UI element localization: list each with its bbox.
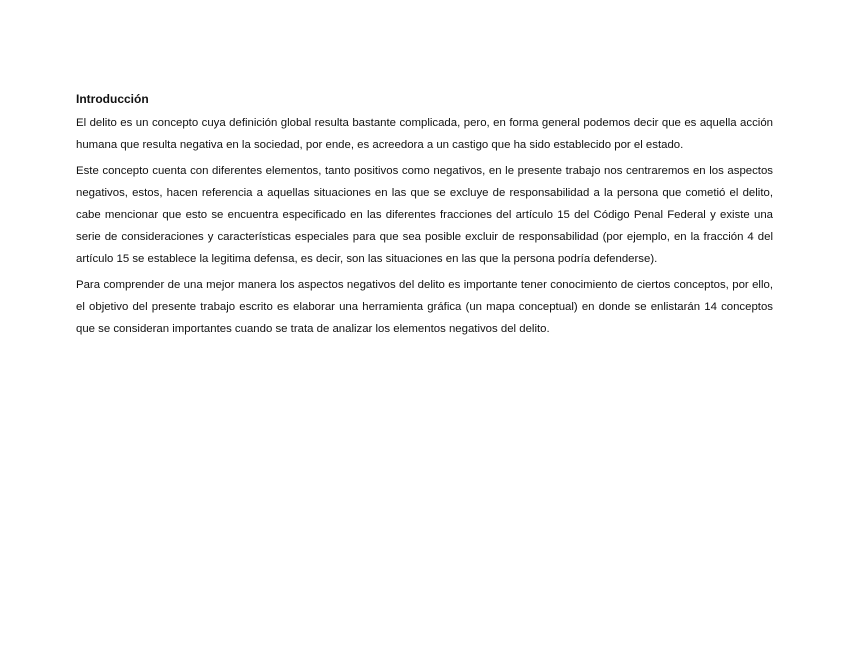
paragraph-2: Este concepto cuenta con diferentes elementos, tanto positivos como negativos, en le presente trabajo nos centraremos en los aspectos negativos, estos, hacen referencia a aquellas situaciones en las que se excluye de responsabilidad a la persona que cometió el delito, cabe mencionar que esto se encuentra especificado en las diferentes fracciones del artículo 15 del Código Penal Federal y existe una serie de consideraciones y características especiales para que sea posible excluir de responsabilidad (por ejemplo, en la fracción 4 del artículo 15 se establece la legitima defensa, es decir, son las situaciones en las que la persona podría defenderse). — [76, 165, 773, 265]
paragraph-3: Para comprender de una mejor manera los aspectos negativos del delito es importante tener conocimiento de ciertos conceptos, por ello, el objetivo del presente trabajo escrito es elaborar una herramienta gráfica (un mapa conceptual) en donde se enlistarán 14 conceptos que se consideran importantes cuando se trata de analizar los elementos negativos del delito. — [76, 279, 773, 335]
paragraph-1: El delito es un concepto cuya definición global resulta bastante complicada, pero, en forma general podemos decir que es aquella acción humana que resulta negativa en la sociedad, por ende, es acreedora a un castigo que ha sido establecido por el estado. — [76, 117, 773, 151]
document-page — [76, 90, 773, 344]
section-heading: Introducción — [76, 92, 149, 106]
